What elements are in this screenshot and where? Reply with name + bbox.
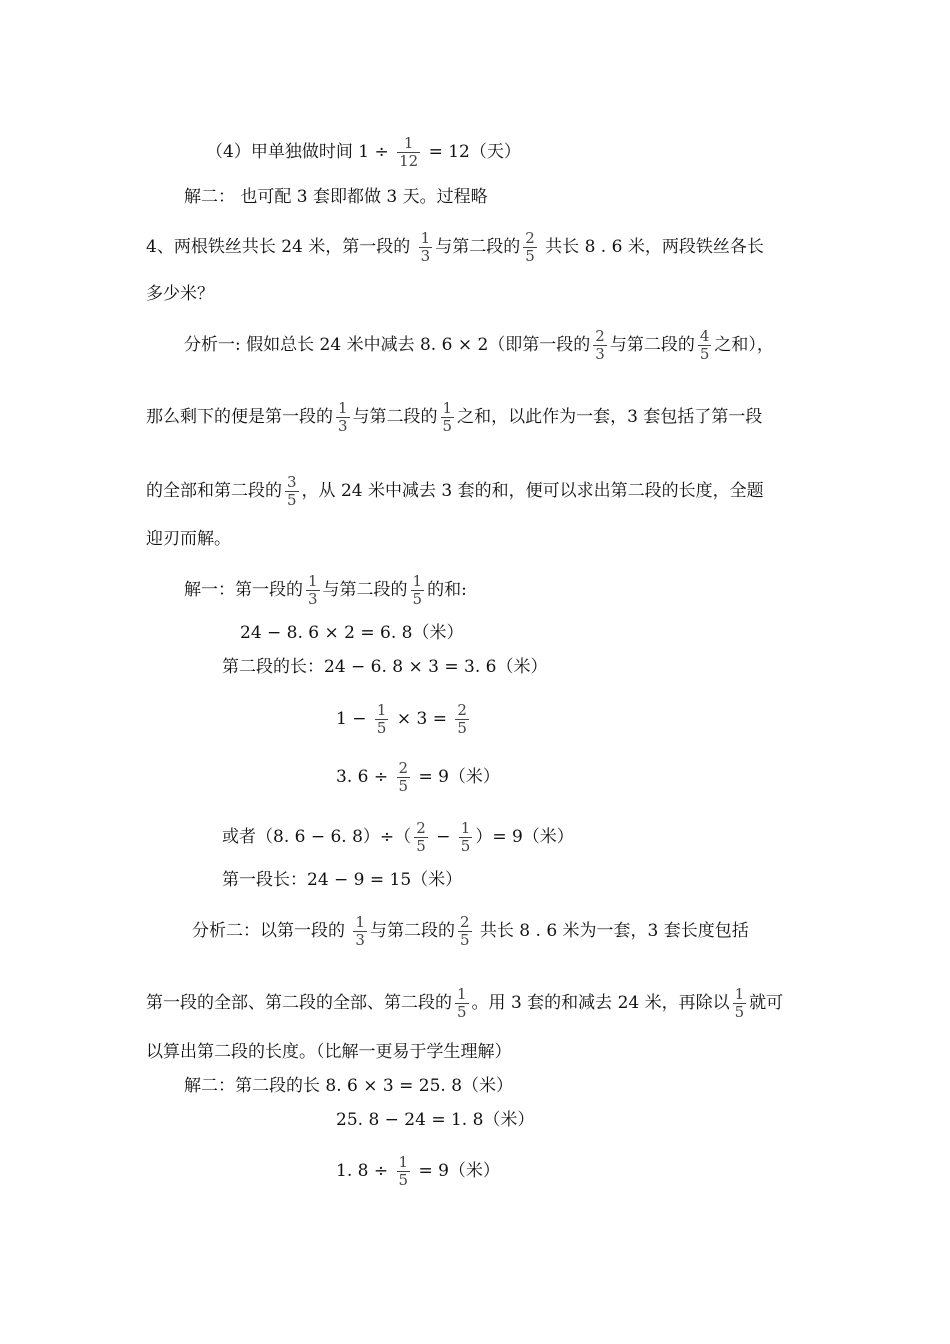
equation-line (222, 869, 462, 891)
equation-line (240, 622, 463, 644)
analysis-two-line-3 (146, 1041, 512, 1063)
text: 那么剩下的便是第一段的 (146, 407, 333, 427)
text: 1 − (336, 709, 372, 729)
fraction-2-5: $\frac{2}{5}$ (457, 701, 467, 737)
text: 的和: (427, 580, 467, 600)
solution-two-header (184, 1075, 513, 1097)
solution-two-line (184, 186, 488, 208)
text: 分析二：以第一段的 (192, 921, 351, 941)
text: 与第二段的 (352, 407, 438, 427)
fraction-1-5: $\frac{1}{5}$ (412, 572, 423, 608)
text: = 12（天） (423, 142, 521, 162)
problem-4-line-2 (146, 283, 214, 305)
fraction-1-3: $\frac{1}{3}$ (420, 229, 431, 265)
text: 解二： 也可配 3 套即都做 3 天。过程略 (184, 187, 488, 207)
equation-line (336, 1109, 534, 1131)
fraction-2-5: $\frac{2}{5}$ (416, 819, 426, 855)
text: 第二段的长：24 − 6. 8 × 3 = 3. 6（米） (222, 657, 548, 677)
fraction-1-3: $\frac{1}{3}$ (308, 572, 318, 608)
fraction-3-5: $\frac{3}{5}$ (287, 473, 297, 509)
fraction-1-3: $\frac{1}{3}$ (355, 913, 365, 949)
text: 多少米？ (146, 284, 214, 304)
problem-4-line (146, 230, 764, 265)
equation-line (336, 702, 472, 737)
fraction-2-5: $\frac{2}{5}$ (525, 229, 535, 265)
equation-line (336, 1154, 500, 1189)
text: × 3 = (391, 709, 453, 729)
text: 的全部和第二段的 (146, 481, 282, 501)
text: = 9（米） (413, 1161, 500, 1181)
text: 与第二段的 (369, 921, 455, 941)
text: ）= 9（米） (475, 827, 574, 847)
equation-line (222, 656, 547, 678)
text: − (430, 827, 456, 847)
text: 24 − 8. 6 × 2 = 6. 8（米） (240, 623, 464, 643)
text: 共长 8 . 6 米为一套，3 套长度包括 (474, 921, 749, 941)
equation-line (222, 820, 574, 855)
text: 就可 (749, 993, 784, 1013)
fraction-1-12: $\frac{1}{12}$ (399, 134, 419, 170)
text: 以算出第二段的长度。（比解一更易于学生理解） (146, 1042, 512, 1062)
analysis-two-line (192, 914, 749, 949)
text: 解二：第二段的长 8. 6 × 3 = 25. 8（米） (184, 1076, 514, 1096)
fraction-1-5: $\frac{1}{5}$ (398, 1153, 409, 1189)
text: 共长 8 . 6 米，两段铁丝各长 (539, 237, 764, 257)
text: ，从 24 米中减去 3 套的和，便可以求出第二段的长度，全题 (301, 481, 764, 501)
text: 之和）， (714, 335, 774, 355)
analysis-one-line-2 (146, 400, 762, 435)
text: 之和，以此作为一套，3 套包括了第一段 (457, 407, 763, 427)
fraction-4-5: $\frac{4}{5}$ (699, 327, 710, 363)
fraction-1-5: $\frac{1}{5}$ (457, 985, 467, 1021)
fraction-1-3: $\frac{1}{3}$ (338, 399, 348, 435)
text: 分析一: 假如总长 24 米中减去 8. 6 × 2（即第一段的 (184, 335, 591, 355)
analysis-one-line-4 (146, 528, 231, 550)
fraction-2-5: $\frac{2}{5}$ (398, 759, 409, 795)
text: 解一：第一段的 (184, 580, 303, 600)
analysis-one-line (184, 328, 774, 363)
text: 第一段长：24 − 9 = 15（米） (222, 870, 463, 890)
fraction-1-5: $\frac{1}{5}$ (460, 819, 471, 855)
text: 迎刃而解。 (146, 529, 231, 549)
text: 或者（8. 6 − 6. 8）÷（ (222, 827, 412, 847)
fraction-2-3: $\frac{2}{3}$ (595, 327, 605, 363)
text: 3. 6 ÷ (336, 767, 394, 787)
text: 与第二段的 (609, 335, 695, 355)
text: 1. 8 ÷ (336, 1161, 394, 1181)
equation-line (336, 760, 500, 795)
fraction-1-5: $\frac{1}{5}$ (442, 399, 453, 435)
text: （4）甲单独做时间 1 ÷ (206, 142, 395, 162)
text: 25. 8 − 24 = 1. 8（米） (336, 1110, 535, 1130)
text: 4、两根铁丝共长 24 米，第一段的 (146, 237, 416, 257)
analysis-one-line-3 (146, 474, 764, 509)
fraction-2-5: $\frac{2}{5}$ (459, 913, 470, 949)
text: 与第二段的 (322, 580, 408, 600)
text: = 9（米） (413, 767, 500, 787)
text: 。用 3 套的和减去 24 米，再除以 (471, 993, 730, 1013)
text: 第一段的全部、第二段的全部、第二段的 (146, 993, 452, 1013)
fraction-1-5: $\frac{1}{5}$ (734, 985, 745, 1021)
text: 与第二段的 (435, 237, 521, 257)
fraction-1-5: $\frac{1}{5}$ (376, 701, 387, 737)
solution-one-line (184, 573, 467, 608)
step-4-line (206, 135, 521, 170)
analysis-two-line-2 (146, 986, 783, 1021)
